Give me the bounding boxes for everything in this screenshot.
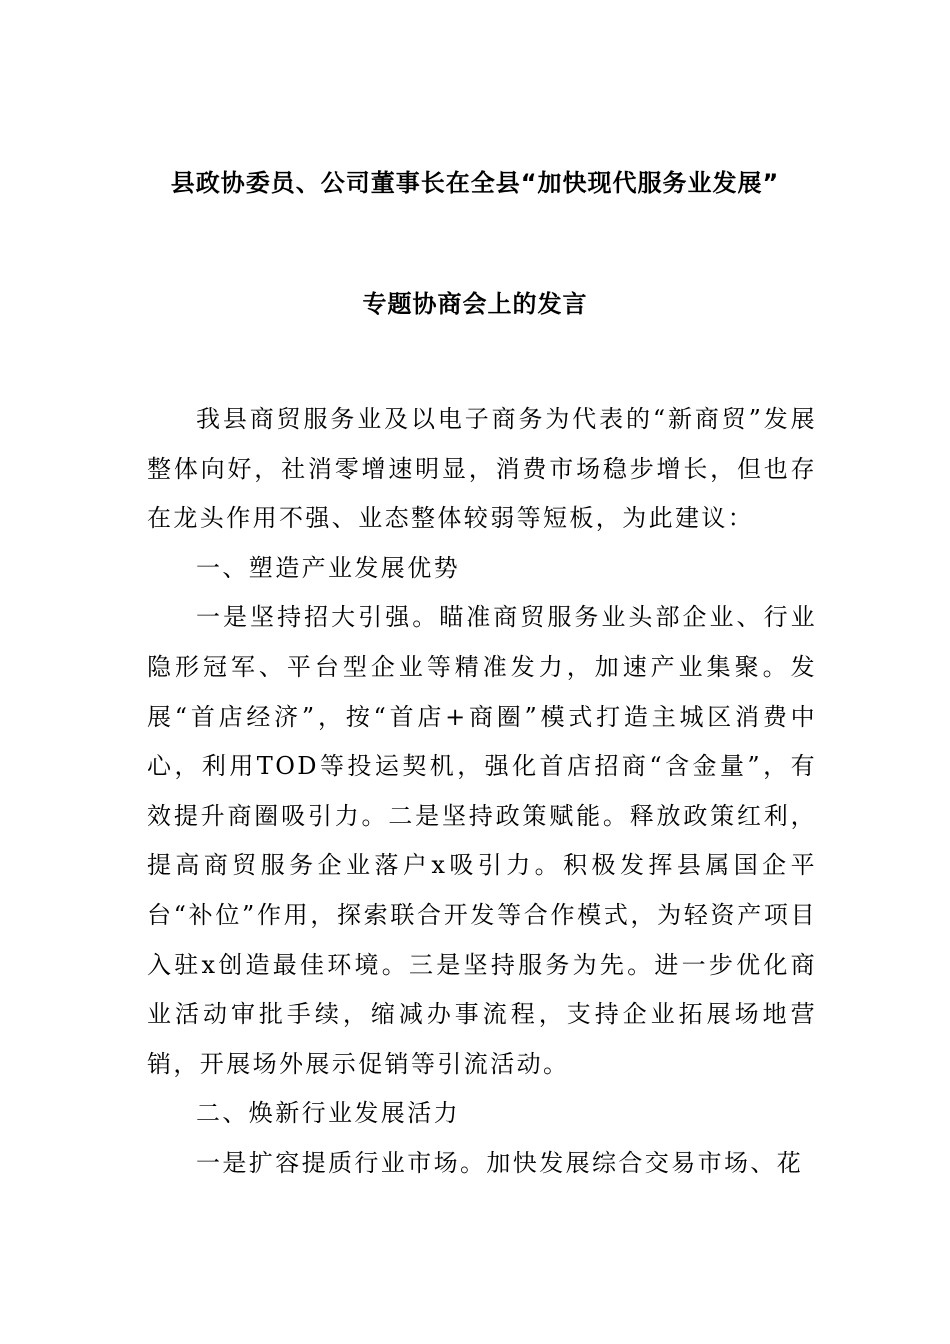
- section-heading-2: 二、焕新行业发展活力: [196, 1099, 460, 1128]
- paragraph-section-2: 一是扩容提质行业市场。加快发展综合交易市场、花: [196, 1148, 804, 1177]
- section-heading-1: 一、塑造产业发展优势: [196, 553, 460, 582]
- document-title-line-2: 专题协商会上的发言: [362, 290, 588, 318]
- document-body: [147, 395, 817, 1189]
- paragraph-intro: 我县商贸服务业及以电子商务为代表的“新商贸”发展整体向好，社消零增速明显，消费市场稳步增长，但也存在龙头作用不强、业态整体较弱等短板，为此建议：: [147, 405, 817, 533]
- document-title-line-1: 县政协委员、公司董事长在全县“加快现代服务业发展”: [170, 169, 780, 197]
- paragraph-section-1: 一是坚持招大引强。瞄准商贸服务业头部企业、行业隐形冠军、平台型企业等精准发力，加速产业集聚。发展“首店经济”，按“首店+商圈”模式打造主城区消费中心，利用TOD等投运契机，强化首店招商“含金量”，有效提升商圈吸引力。二是坚持政策赋能。释放政策红利，提高商贸服务企业落户x吸引力。积极发挥县属国企平台“补位”作用，探索联合开发等合作模式，为轻资产项目入驻x创造最佳环境。三是坚持服务为先。进一步优化商业活动审批手续，缩减办事流程，支持企业拓展场地营销，开展场外展示促销等引流活动。: [147, 603, 817, 1078]
